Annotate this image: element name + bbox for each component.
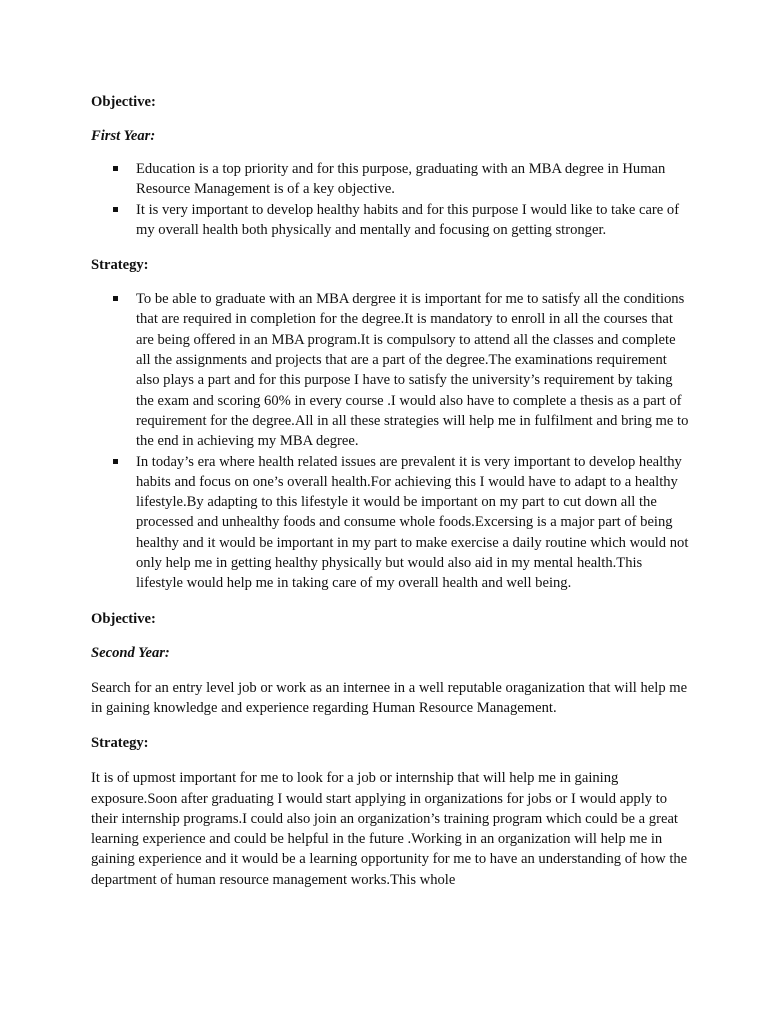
square-bullet-icon: [113, 459, 118, 464]
second-year-heading: Second Year:: [91, 644, 170, 661]
list-item-text: It is very important to develop healthy habits and for this purpose I would like to take care of my overall health both physically and mentally and focusing on getting stronger.: [136, 201, 680, 238]
first-year-objective-list: [91, 159, 691, 240]
second-year-strategy-text: It is of upmost important for me to look for a job or internship that will help me in gaining exposure.Soon after graduating I would start applying in organizations for jobs or I would apply to their internship programs.I could also join an organization’s training program which could be a great learning experience and could be helpful in the future .Working in an organization will help me in gaining experience and it would be a learning opportunity for me to have an understanding of how the department of human resource management works.This whole: [91, 770, 688, 888]
document-body: [91, 92, 691, 890]
second-year-objective-text: Search for an entry level job or work as an internee in a well reputable oraganization that will help me in gaining knowledge and experience regarding Human Resource Management.: [91, 679, 688, 716]
first-year-heading: First Year:: [91, 128, 156, 144]
list-item: [91, 200, 691, 241]
strategy-heading-2: Strategy:: [91, 735, 149, 752]
square-bullet-icon: [113, 296, 118, 301]
list-item-text: In today’s era where health related issues are prevalent it is very important to develop healthy habits and focus on one’s overall health.For achieving this I would have to adapt to a healthy lifestyle.By adapting to this lifestyle it would be important on my part to cut down all the processed and unhealthy foods and consume whole foods.Excersing is a major part of being healthy and it would be important in my part to make exercise a daily routine which would not only help me in getting healthy physically but would also aid in my mental health.This lifestyle would help me in taking care of my overall health and well being.: [136, 453, 689, 592]
objective-heading-1: Objective:: [91, 94, 156, 110]
objective-heading-2: Objective:: [91, 610, 156, 627]
square-bullet-icon: [113, 166, 118, 171]
list-item: [91, 289, 691, 451]
list-item-text: To be able to graduate with an MBA dergree it is important for me to satisfy all the conditions that are required in completion for the degree.It is mandatory to enroll in all the courses that are being offered in an MBA program.It is compulsory to attend all the classes and complete all the assignments and projects that are a part of the degree.The examinations requirement also plays a part and for this purpose I have to satisfy the university’s requirement by taking the exam and scoring 60% in every course .I would also have to complete a thesis as a part of requirement for the degree.All in all these strategies will help me in fulfilment and bring me to the end in achieving my MBA degree.: [136, 291, 689, 450]
first-year-strategy-list: [91, 289, 691, 593]
strategy-heading-1: Strategy:: [91, 257, 149, 274]
list-item-text: Education is a top priority and for this purpose, graduating with an MBA degree in Human Resource Management is of a key objective.: [136, 161, 666, 198]
square-bullet-icon: [113, 207, 118, 212]
list-item: [91, 452, 691, 594]
list-item: [91, 159, 691, 200]
